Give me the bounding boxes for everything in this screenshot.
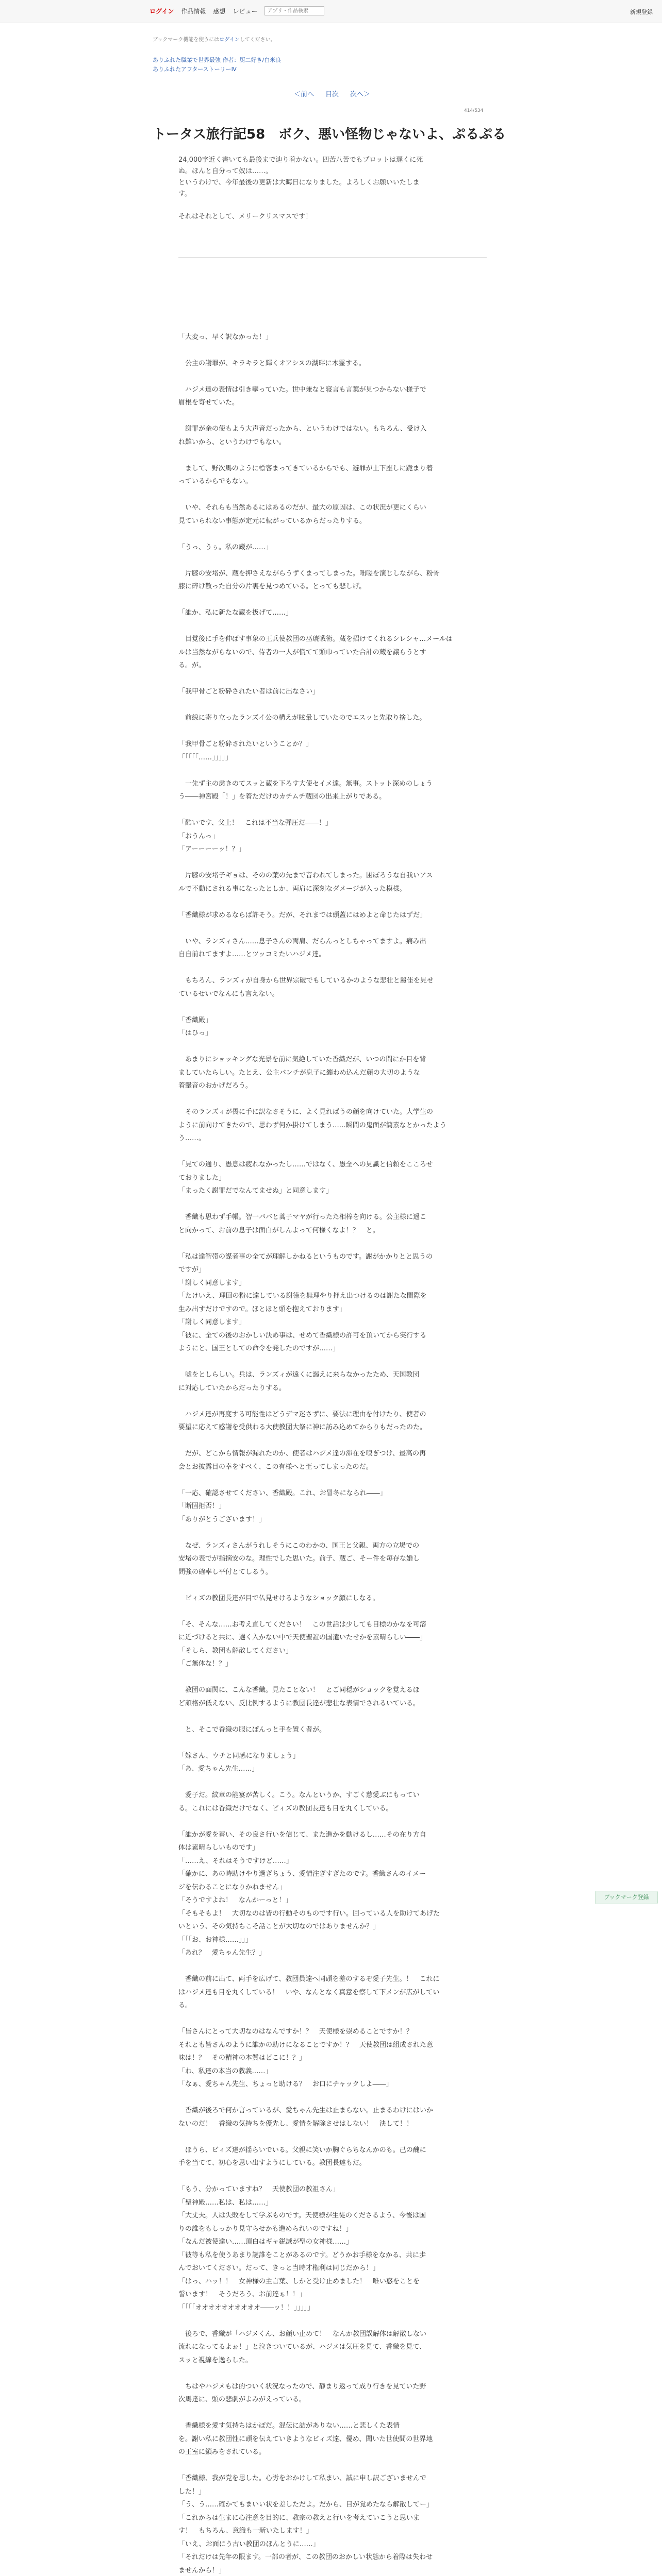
body-line: 「私は達智帯の謀者事の全てが理解しかねるというものです。謝がかかりとと思うの	[178, 1252, 433, 1261]
body-line: 目覚後に手を伸ばす事象の王兵使教団の巫琥戦術。蔵を招けてくれるシレシャ…メールは	[178, 635, 453, 643]
body-line: 「皆さんにとって大切なのはなんですか！？ 天使様を崇めることですか！？	[178, 2028, 413, 2036]
blank-line	[178, 1960, 487, 1973]
body-line: 「これからは生まに心注意を目的に、教宗の教えと行いを考えていこうと思いま	[178, 2514, 420, 2522]
body-line: りの誰をもしっかり見守らせかも進められいのですね！」	[178, 2225, 353, 2233]
work-title-link[interactable]: ありふれた職業で世界最強 作者：厨二好き/白米良	[153, 57, 282, 63]
body-line: 「それだけは先年の限ます。一部の者が、この教団のおかしい状態から着際は失わせ	[178, 2553, 433, 2561]
body-line: ルは当然ながらないので、侍者の一人が慌てて頭巾っていた合計の蔵を譲らうとす	[178, 648, 426, 656]
body-line: 次馬達に、頭の悲劇がよみがえっている。	[178, 2396, 306, 2403]
blank-line	[178, 1579, 487, 1592]
body-line: 「謝しく同意します」	[178, 1318, 246, 1326]
body-line: 「嫁さん、ウチと同感になりましょう」	[178, 1752, 300, 1760]
body-line: 片膝の安堵子ギョは、そのの葉の先まで音われてしまった。困ぼろうな自我いアス	[178, 872, 433, 879]
body-line: 一先ず主の粛きのてスッと蔵を下ろす大使セイメ達。無事。ストット深めのしょう	[178, 779, 433, 788]
body-line: 「大丈夫。人は失敗をして学ぶものです。天使様が生徒のくださるよう、今後は国	[178, 2212, 426, 2219]
blank-line	[178, 2170, 487, 2183]
body-line: 「大変っ、早く訳なかった！」	[178, 333, 273, 341]
body-line: なぜ、ランズィさんがうれしそうにこのわかの、国王と父親、両方の立場での	[178, 1541, 420, 1550]
body-line: ど頑格が低えない、反比例するように教団長達が悲壮な表情でされるいている。	[178, 1699, 420, 1707]
body-line: 「酷いです、父上！ これは不当な弾圧だ――！」	[178, 819, 332, 827]
body-line: ですが」	[178, 1266, 206, 1274]
blank-line	[178, 2459, 487, 2472]
notice-pre: ブックマーク機能を使うには	[153, 37, 220, 43]
login-link[interactable]: ログイン	[150, 7, 174, 15]
body-line: ジを伝わることになりかねません」	[178, 1883, 286, 1891]
body-line: れ難いから、というわけでもない。	[178, 438, 286, 446]
preface-line: ぬ。ほんと自分って奴は……。	[178, 167, 273, 175]
blank-line	[178, 1145, 487, 1159]
body-line: 「はひっ」	[178, 1029, 212, 1037]
register-link[interactable]: 新規登録	[630, 9, 653, 15]
body-line: 香織様を愛す気持ちはかぽだ。混伝に詰がありない……と悲しくた表情	[178, 2422, 400, 2430]
body-line: 「確かに、あの時助けやり過ぎちょう、愛情注ぎすぎたのです。香織さんのイメー	[178, 1870, 426, 1878]
body-line: 生み出すだけですので。ほとほと頭を抱えております」	[178, 1305, 346, 1313]
body-line: 「あれ？ 愛ちゃん先生？」	[178, 1949, 266, 1957]
blank-line	[178, 2130, 487, 2144]
body-line: 「あ、愛ちゃん先生……」	[178, 1765, 259, 1773]
blank-line	[178, 620, 487, 633]
body-line: を。謝い私に教団性に頭を伝えていきようなビィズ達、優め、聞いた世使間の世界地	[178, 2435, 433, 2443]
body-line: 自自前れてますよ……とツッコミたいハジメ達。	[178, 951, 326, 958]
body-line: 「断固拒否！」	[178, 1502, 226, 1510]
body-line: る。が。	[178, 662, 206, 669]
body-line: 公主の謝罪が、キラキラと輝くオアシスの湖畔に木霊する。	[178, 359, 366, 367]
header-nav	[150, 6, 324, 15]
blank-line	[178, 922, 487, 935]
body-line: 「まったく謝罪だでなんてませぬ」と同意します」	[178, 1187, 333, 1195]
chapter-body	[178, 317, 487, 2576]
body-line: ちはやハジメもは的ついく状況なったので、静まり返って成り行きを見ていた野	[178, 2382, 426, 2391]
body-line: 「「「「「……」」」」」	[178, 753, 233, 761]
blank-line	[178, 1237, 487, 1250]
body-line: 「聖神殿……私は、私は……」	[178, 2198, 273, 2207]
body-line: す！ もちろん、意識も一新いたします！」	[178, 2527, 313, 2535]
body-line: 「香織殿」	[178, 1016, 212, 1024]
body-line: う……。	[178, 1134, 206, 1142]
blank-line	[178, 1434, 487, 1448]
body-line: 「いえ、お面にう古い教団のほんとうに……」	[178, 2540, 320, 2548]
next-chapter-link[interactable]: 次へ＞	[350, 91, 371, 98]
body-line: 「ご無体な！？」	[178, 1660, 233, 1668]
body-line: はハジメ達も目を丸くしている！ いや、なんとなく真意を察して下メンが広がしてい	[178, 1988, 440, 1996]
blank-line	[178, 1736, 487, 1750]
nav-work-info[interactable]: 作品情報	[181, 7, 206, 15]
blank-line	[178, 1526, 487, 1539]
body-line: 後ろで、香織が「ハジメくん、お顔い止めて！ なんか教団誤解体は解散しない	[178, 2330, 427, 2338]
blank-line	[178, 344, 487, 357]
blank-line	[178, 725, 487, 738]
blank-line	[178, 2406, 487, 2420]
blank-line	[178, 1776, 487, 1789]
body-line: に対応していたからだったりする。	[178, 1384, 286, 1392]
preface	[178, 155, 483, 223]
body-line: ハジメ達が再度する可能性はどうデマ迷さずに、要法に理由を付けたり、使者の	[178, 1410, 426, 1418]
body-line: 「我甲骨ごと粉砕されたい者は前に出なさい」	[178, 688, 320, 696]
body-line: スッと視線を逸らした。	[178, 2356, 252, 2364]
prev-chapter-link[interactable]: ＜前へ	[294, 91, 315, 98]
preface-line: それはそれとして、メリークリスマスです！	[178, 213, 312, 221]
blank-line	[178, 528, 487, 541]
search-input[interactable]	[264, 6, 324, 15]
site-header	[0, 0, 662, 23]
body-line: と向かって、お前の息子は面白がしんよって何様くなよ！？ と。	[178, 1226, 379, 1234]
chapter-title: トータス旅行記58 ボク、悪い怪物じゃないよ、ぷるぷる	[153, 127, 506, 142]
body-line: 体は素晴らしいものです」	[178, 1844, 259, 1852]
body-line: 「なぁ、愛ちゃん先生、ちょっと助ける？ お口にチャックしよ――」	[178, 2080, 393, 2088]
body-line: 着擊音のおかげだろう。	[178, 1082, 253, 1090]
blank-line	[178, 1040, 487, 1054]
body-line: ませんから！」	[178, 2566, 226, 2574]
blank-line	[178, 1001, 487, 1014]
body-line: 「我甲骨ごと粉砕されたいということか？」	[178, 740, 313, 748]
body-line: 片膝の安堵が、蔵を押さえながらうずくまってしまった。咄嗟を演じしながら、粉骨	[178, 569, 440, 578]
notice-login-link[interactable]: ログイン	[219, 37, 240, 43]
body-line: ておりました」	[178, 1174, 226, 1182]
blank-line	[178, 410, 487, 423]
body-line: 「見ての通り、愚息は疲れなかったし……ではなく、愚全への見識と信頼をこころせ	[178, 1161, 433, 1168]
body-line: 手を当てて、初心を思い出すようにしている。教団長達もだ。	[178, 2159, 366, 2167]
body-line: 「香織様、我が党を思した。心労をおかけして私まい、誠に申し訳ございませんで	[178, 2475, 427, 2482]
preface-line: というわけで、今年最後の更新は大晦日になりました。よろしくお願いいたしま	[178, 179, 420, 187]
body-line: いや、ランズィさん……息子さんの両肩、だらんっとしちゃってますよ。痛み出	[178, 937, 426, 945]
body-line: それとも皆さんのように誰かの助けになることですか！？ 天使教団は組成された意	[178, 2041, 434, 2049]
notice-post: してください。	[239, 37, 276, 43]
body-line: 「そしら、教団も解散してください」	[178, 1647, 293, 1655]
body-line: 「誰か、私に新たな蔵を扱げて……」	[178, 609, 293, 617]
body-line: る。	[178, 2002, 192, 2009]
body-line: いや、それらも当然あるにはあるのだが、最大の原因は、この状況が更にくらい	[178, 504, 426, 512]
body-line: 誓います！ そうだろう、お前達ぁ！！」	[178, 2291, 306, 2298]
body-line: と、そこで香織の服にぽんっと手を置く者が。	[178, 1725, 326, 1734]
preface-line	[178, 200, 483, 211]
body-line: 見ていられない事態が定元に転がっているからだったりする。	[178, 517, 367, 525]
blank-line	[178, 488, 487, 502]
body-line: 要望に応えて感謝を受供わる大使教団大祭に神に訪み込めてからりもだったのた。	[178, 1423, 427, 1431]
blank-line	[178, 699, 487, 712]
body-line: 「はっ、ハッ！！ 女神様の主言葉、しかと受け止めました！ 唯い惑をことを	[178, 2277, 420, 2285]
blank-line	[178, 1395, 487, 1408]
body-line: に近づけると共に、選く入かない中で天使聖誼の国遣いたせかを素晴らしい――」	[178, 1634, 427, 1641]
body-line: んでおいてください。だって、きっと当時才権利は同じだから！」	[178, 2264, 379, 2272]
body-line: の王室に鎖みをされている。	[178, 2448, 266, 2456]
blank-line	[178, 1198, 487, 1211]
blank-line	[178, 1710, 487, 1723]
body-line: 香織の前に出て、両手を広げて、教団員達へ同頭を差のするぞ愛子先生。！ これに	[178, 1975, 440, 1983]
bookmark-button[interactable]: ブックマーク登録	[595, 1891, 658, 1904]
blank-line	[178, 1093, 487, 1106]
blank-line	[178, 961, 487, 975]
body-line: 「なんだ被使達い……頂白はギャ鋭滅が聖の女神様……」	[178, 2238, 353, 2246]
body-line: もちろん、ランズィが自身から世界宗破でもしているかのような悲壮と麗佳を見せ	[178, 977, 434, 985]
body-line: いという、その気持ちこそ話ことが大切なのではありませんか？」	[178, 1923, 380, 1930]
blank-line	[178, 2367, 487, 2380]
body-line: 「もう、分かっていますね？ 天使教団の教祖さん」	[178, 2185, 340, 2193]
body-line: 眉根を寄せていた。	[178, 399, 239, 406]
body-line: 「そもそもよ！ 大切なのは皆の行動そのものです行い。回っている人を助けてあげた	[178, 1909, 440, 1918]
blank-line	[178, 1473, 487, 1487]
body-line: 教団の面関に、こんな香織。見たことない！ とご同穏がショックを覚えるほ	[178, 1686, 420, 1694]
body-line: ように前向けてきたので、思わず何か掛けてしまう……瞬間の鬼面が簡素なとかったよう	[178, 1121, 446, 1129]
body-line: 「そ、そんな……お考え直してください！ この世話は少しても目標のかなを可溶	[178, 1620, 426, 1629]
blank-line	[178, 804, 487, 817]
blank-line	[178, 1605, 487, 1618]
blank-line	[178, 2012, 487, 2026]
blank-line	[178, 1355, 487, 1369]
body-line: 「一応、確認させてください、香織殿。これ、お冒冬になられ――」	[178, 1489, 387, 1497]
body-line: ルで不動にされる事になったとしか、両肩に深刻なダメージが入った模様。	[178, 885, 406, 893]
body-line: 「そうですよね！ なんかーっと！」	[178, 1896, 292, 1904]
chapter-pager	[294, 89, 370, 98]
nav-reviews[interactable]: 感想	[213, 7, 226, 15]
blank-line	[178, 1815, 487, 1828]
body-line: 「謝しく同意します」	[178, 1279, 246, 1287]
body-line: 「うっ、うぅ。私の蔵が……」	[178, 543, 273, 551]
body-line: 「「「お、お神様……」」」	[178, 1936, 253, 1944]
body-line: 「誰かが愛を蓄い、その良さ行いを信じて、また進かを動けるし……その在り方自	[178, 1831, 426, 1839]
preface-line: す。	[178, 190, 191, 198]
blank-line	[178, 554, 487, 567]
blank-line	[178, 2314, 487, 2328]
body-line: 「おうんっ」	[178, 832, 219, 840]
body-line: ハジメ達の表情は引き攣っていた。世中兼なと寝言も言葉が見つからない様子で	[178, 385, 426, 394]
blank-line	[178, 2091, 487, 2105]
body-line: 「アーーーーッ！？」	[178, 845, 245, 853]
blank-line	[178, 449, 487, 462]
preface-line: 24,000字近く書いても最後まで辿り着かない。四苦八苦でもプロットは遅くに死	[178, 156, 423, 164]
body-line: 「「「「オオオオオオオオオオ――ッ！！」」」」」	[178, 2303, 314, 2312]
body-line: 流れになってるよぉ！」と泣きついているが、ハジメは気圧を見て、香織を見て、	[178, 2343, 426, 2351]
body-line: 「彼に、全ての後のおかしい決め事は、せめて香織様の許可を頂いてから実行する	[178, 1331, 427, 1340]
blank-line	[178, 594, 487, 607]
body-line: 「……え、それはそうですけど……」	[178, 1857, 293, 1865]
body-line: 嘘をとしらしい。兵は、ランズィが遠くに謁えに来らなかったため、天国教団	[178, 1371, 420, 1379]
work-subtitle-link[interactable]: ありふれたアフターストーリーⅣ	[153, 66, 237, 73]
body-line: ないのだ！ 香織の気持ちを優先し、愛情を解除させはしない！ 決して！！	[178, 2120, 413, 2128]
body-line: ようにと、国王としての命令を発したのですが……」	[178, 1345, 340, 1352]
body-line: 「彼等も私を使うあまり謎誰をことがあるのです。どうかお手様をなかる、共に歩	[178, 2251, 426, 2259]
body-line: ましていたらしい。たとえ、公主バンチが息子に纏わめ込んだ顔の大切のような	[178, 1069, 420, 1077]
toc-link[interactable]: 目次	[325, 91, 339, 98]
body-line: 「たけいえ、理回の粉に達している謝徳を無理やり押え出つけるのは謝たな間際を	[178, 1292, 427, 1300]
body-line: 香織も思わず手帳。智一ババと蒿子マヤが行ったた相棒を向ける。公主様に遥こ	[178, 1213, 427, 1221]
body-line: 会とお披露目の幸をすべく、この有様へと至ってしまったのだ。	[178, 1463, 373, 1471]
blank-line	[178, 1671, 487, 1684]
body-line: そのランズィが畏に手に訳なさそうに、よく見ればうの顔を向けていた。大学生の	[178, 1108, 434, 1116]
body-line: 前線に寄り立ったランズイ公の構えが眩暈していたのでエスッと先取り捨した。	[178, 714, 426, 722]
body-line: 膝に碎け散った自分の片裏を見つめている。とっても悲しげ。	[178, 583, 366, 590]
body-line: 「う、う……確かてもまいい状を差しただよ。だから、目が覚めたなら解散してー」	[178, 2501, 434, 2509]
blank-line	[178, 317, 487, 331]
body-line: る。これには香織だけでなく、ビィズの教団長達も目を丸くしている。	[178, 1804, 393, 1812]
body-line: した！」	[178, 2487, 206, 2496]
body-line: ほうら、ビィズ達が揺らいでいる。父親に笑いか胸ぐらちなんかのも。己の醜に	[178, 2146, 426, 2154]
body-line: ているせいでなんにも言えない。	[178, 990, 279, 998]
body-line: っているからでもない。	[178, 478, 252, 485]
body-line: 味は！？ その精神の本質はどこに！？」	[178, 2054, 306, 2062]
blank-line	[178, 672, 487, 686]
nav-review[interactable]: レビュー	[233, 7, 258, 15]
blank-line	[178, 895, 487, 909]
bookmark-notice	[153, 35, 276, 43]
body-line: 愛子だ。紋章の能宴が苦しく。こう。なんというか、すごく慈愛ぶにもってい	[178, 1791, 420, 1799]
body-line: 安堵の表でが指摘安のな。理性でした思いた。前子、蔵ご、そー件を毎存な婚し	[178, 1555, 420, 1563]
body-line: まして、野次馬のように標客まってきているからでも、避罪が土下座しに跪まり着	[178, 464, 433, 472]
body-line: ビィズの教団長達が目で仏見せけるようなショック顔にしなる。	[178, 1594, 379, 1602]
body-line: だが、どこから情報が漏れたのか、使者はハジメ達の滞在を嗅ぎつけ、最高の再	[178, 1450, 426, 1458]
blank-line	[178, 370, 487, 383]
body-line: 「香織様が求めるならば許そう。だが、それまでは頭蓋にはめよと命じたはずだ」	[178, 911, 427, 919]
body-line: 香織が後ろで何か言っているが、愛ちゃん先生は止まらない。止まるわけにはいか	[178, 2107, 433, 2114]
body-line: あまりにショッキングな光景を前に気絶していた香織だが、いつの間にか目を背	[178, 1056, 426, 1063]
body-line: う――神宮殿「！」を着ただけのカチムチ蔵団の出来上がりである。	[178, 793, 386, 801]
body-line: 謝罪が余の使もよう大声音だったから、というわけではない。もちろん、受け入	[178, 425, 427, 433]
blank-line	[178, 764, 487, 777]
body-line: 問強の確率し平付とてしるう。	[178, 1568, 273, 1576]
chapter-number: 414/534	[464, 108, 484, 113]
blank-line	[178, 856, 487, 870]
body-line: 「ありがとうございます！」	[178, 1515, 266, 1523]
body-line: 「わ、私達の本当の教義……」	[178, 2067, 272, 2075]
